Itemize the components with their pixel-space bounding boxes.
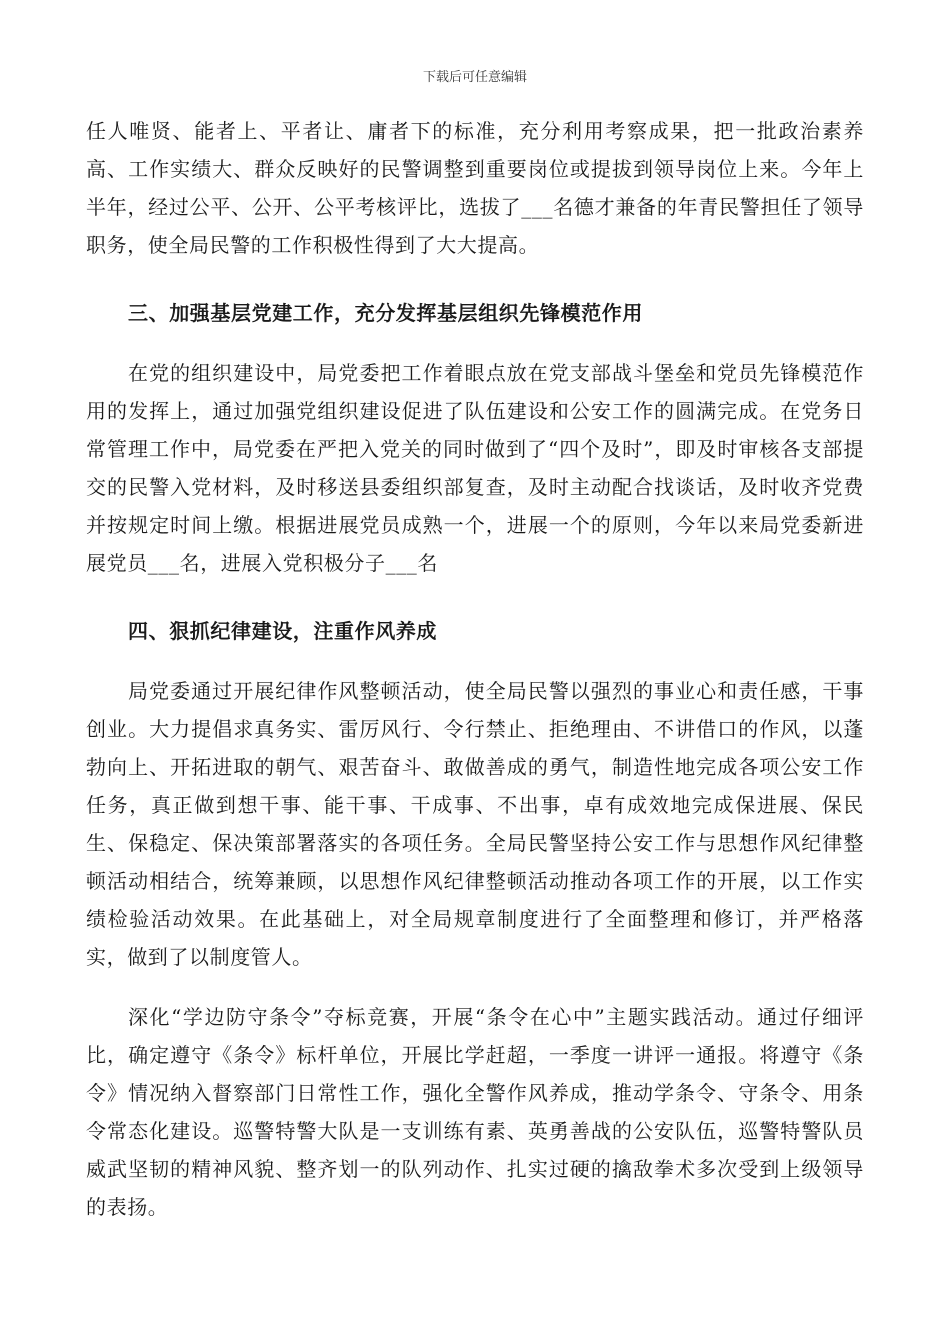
section-heading-4: 四、狠抓纪律建设，注重作风养成 bbox=[128, 619, 437, 643]
page-header-note: 下载后可任意编辑 bbox=[422, 70, 527, 85]
section-heading-3: 三、加强基层党建工作，充分发挥基层组织先锋模范作用 bbox=[128, 301, 643, 325]
paragraph-2: 在党的组织建设中，局党委把工作着眼点放在党支部战斗堡垒和党员先锋模范作用的发挥上，通过加强党组织建设促进了队伍建设和公安工作的圆满完成。在党务日常管理工作中，局党委在严把入党关的同时做到了“四个及时”，即及时审核各支部提交的民警入党材料，及时移送县委组织部复查，及时主动配合找谈话，及时收齐党费并按规定时间上缴。根据进展党员成熟一个，进展一个的原则，今年以来局党委新进展党员___名，进展入党积极分子___名 bbox=[86, 361, 864, 575]
paragraph-3: 局党委通过开展纪律作风整顿活动，使全局民警以强烈的事业心和责任感，干事创业。大力提倡求真务实、雷厉风行、令行禁止、拒绝理由、不讲借口的作风，以蓬勃向上、开拓进取的朝气、艰苦奋斗、敢做善成的勇气，制造性地完成各项公安工作任务，真正做到想干事、能干事、干成事、不出事，卓有成效地完成保进展、保民生、保稳定、保决策部署落实的各项任务。全局民警坚持公安工作与思想作风纪律整顿活动相结合，统筹兼顾，以思想作风纪律整顿活动推动各项工作的开展，以工作实绩检验活动效果。在此基础上，对全局规章制度进行了全面整理和修订，并严格落实，做到了以制度管人。 bbox=[86, 679, 864, 969]
document-body bbox=[86, 112, 864, 1226]
paragraph-1: 任人唯贤、能者上、平者让、庸者下的标准，充分利用考察成果，把一批政治素养高、工作实绩大、群众反映好的民警调整到重要岗位或提拔到领导岗位上来。今年上半年，经过公平、公开、公平考核评比，选拔了___名德才兼备的年青民警担任了领导职务，使全局民警的工作积极性得到了大大提高。 bbox=[86, 119, 864, 257]
paragraph-4: 深化“学边防守条令”夺标竞赛，开展“条令在心中”主题实践活动。通过仔细评比，确定遵守《条令》标杆单位，开展比学赶超，一季度一讲评一通报。将遵守《条令》情况纳入督察部门日常性工作，强化全警作风养成，推动学条令、守条令、用条令常态化建设。巡警特警大队是一支训练有素、英勇善战的公安队伍，巡警特警队员威武坚韧的精神风貌、整齐划一的队列动作、扎实过硬的擒敌拳术多次受到上级领导的表扬。 bbox=[86, 1005, 864, 1219]
